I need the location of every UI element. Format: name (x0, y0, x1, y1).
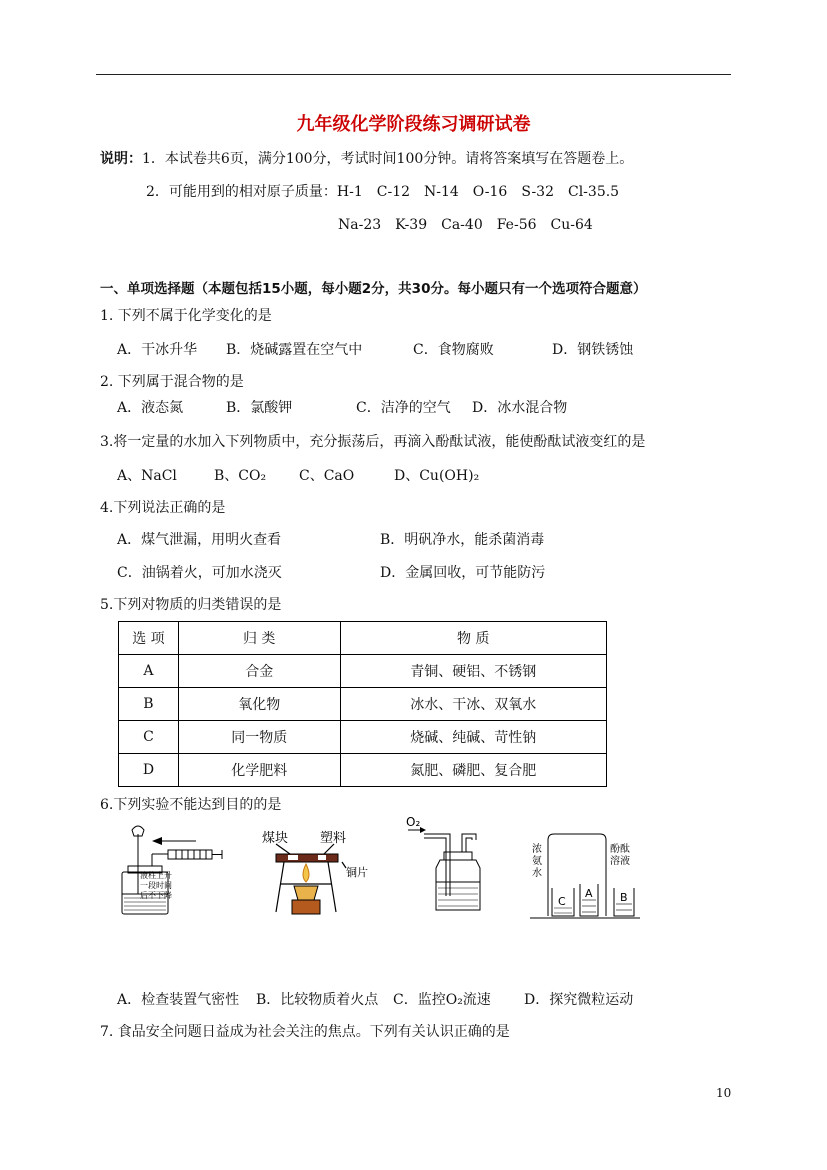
q4-option-a: A．煤气泄漏，用明火查看 (117, 532, 282, 548)
classification-table (118, 621, 607, 787)
table-cell: A (119, 655, 179, 688)
q2-option-c: C．洁净的空气 (356, 400, 451, 416)
q6-option-d: D．探究微粒运动 (524, 992, 634, 1008)
table-header-row (119, 622, 607, 655)
q2-stem: 2. 下列属于混合物的是 (100, 374, 244, 390)
q4-option-d: D．金属回收，可节能防污 (380, 565, 546, 581)
table-header-cell: 归 类 (178, 622, 340, 655)
table-header-cell: 物 质 (340, 622, 606, 655)
fig-b-copper-label: 铜片 (346, 866, 368, 879)
header-rule (96, 74, 731, 75)
q1-option-b: B．烧碱露置在空气中 (226, 342, 363, 358)
notes-text-1: 1．本试卷共6页，满分100分，考试时间100分钟。请将答案填写在答题卷上。 (142, 151, 634, 167)
q3-stem: 3.将一定量的水加入下列物质中，充分振荡后，再滴入酚酞试液，能使酚酞试液变红的是 (100, 434, 646, 450)
q3-option-c: C、CaO (299, 468, 355, 484)
fig-d-phenol-label-2: 溶液 (610, 856, 630, 867)
table-cell: D (119, 754, 179, 787)
table-row (119, 688, 607, 721)
figure-oxygen-flow-bottle (404, 812, 494, 916)
table-cell: C (119, 721, 179, 754)
table-cell: 冰水、干冰、双氧水 (340, 688, 606, 721)
fig-b-plastic-label: 塑料 (320, 831, 347, 846)
page-number: 10 (716, 1086, 732, 1100)
q6-stem: 6.下列实验不能达到目的的是 (100, 797, 282, 813)
q6-option-b: B．比较物质着火点 (256, 992, 379, 1008)
fig-d-beaker-b: B (620, 891, 628, 904)
fig-c-o2-label: O₂ (406, 815, 421, 829)
q1-option-c: C．食物腐败 (413, 342, 494, 358)
q7-stem: 7. 食品安全问题日益成为社会关注的焦点。下列有关认识正确的是 (100, 1024, 510, 1040)
fig-d-ammonia-label-1: 浓 (532, 844, 542, 855)
q1-stem: 1. 下列不属于化学变化的是 (100, 308, 272, 324)
table-cell: 青铜、硬铝、不锈钢 (340, 655, 606, 688)
q3-option-a: A、NaCl (117, 468, 177, 484)
figure-ignition-apparatus (254, 824, 374, 916)
fig-a-label-3: 后不下降 (140, 891, 172, 900)
table-cell: 合金 (178, 655, 340, 688)
q2-option-b: B．氯酸钾 (226, 400, 293, 416)
table-row (119, 655, 607, 688)
notes-line-1 (100, 150, 633, 168)
fig-a-label-2: 一段时间 (140, 881, 172, 890)
notes-line-2: 2．可能用到的相对原子质量：H-1 C-12 N-14 O-16 S-32 Cl-35.5 (146, 184, 620, 200)
q6-option-c: C．监控O₂流速 (393, 992, 491, 1008)
q4-stem: 4.下列说法正确的是 (100, 500, 226, 516)
q4-option-b: B．明矾净水，能杀菌消毒 (380, 532, 545, 548)
notes-line-3: Na-23 K-39 Ca-40 Fe-56 Cu-64 (338, 217, 593, 233)
fig-d-beaker-c: C (558, 895, 566, 908)
fig-d-phenol-label-1: 酚酞 (610, 844, 630, 855)
table-cell: B (119, 688, 179, 721)
fig-b-coal-label: 煤块 (262, 831, 289, 846)
table-header-cell: 选 项 (119, 622, 179, 655)
fig-d-ammonia-label-2: 氨 (532, 856, 542, 867)
fig-d-beaker-a: A (585, 887, 593, 900)
fig-d-ammonia-label-3: 水 (532, 868, 542, 879)
q1-option-d: D．钢铁锈蚀 (552, 342, 634, 358)
table-cell: 同一物质 (178, 721, 340, 754)
table-cell: 氮肥、磷肥、复合肥 (340, 754, 606, 787)
table-cell: 氧化物 (178, 688, 340, 721)
table-cell: 烧碱、纯碱、苛性钠 (340, 721, 606, 754)
q3-option-b: B、CO₂ (214, 468, 267, 484)
table-cell: 化学肥料 (178, 754, 340, 787)
table-row (119, 721, 607, 754)
q6-option-a: A．检查装置气密性 (117, 992, 240, 1008)
fig-a-label-1: 液柱上升 (140, 871, 172, 880)
q2-option-a: A．液态氮 (117, 400, 184, 416)
q4-option-c: C．油锅着火，可加水浇灭 (117, 565, 282, 581)
q3-option-d: D、Cu(OH)₂ (394, 468, 480, 484)
q2-option-d: D．冰水混合物 (472, 400, 568, 416)
figure-particle-motion (530, 830, 642, 922)
figure-airtightness-apparatus (116, 824, 226, 916)
page-title: 九年级化学阶段练习调研试卷 (296, 114, 531, 135)
notes-label: 说明： (100, 151, 142, 167)
q1-option-a: A．干冰升华 (117, 342, 198, 358)
section-heading: 一、单项选择题（本题包括15小题，每小题2分，共30分。每小题只有一个选项符合题意） (100, 281, 647, 297)
q5-stem: 5.下列对物质的归类错误的是 (100, 597, 282, 613)
table-row (119, 754, 607, 787)
